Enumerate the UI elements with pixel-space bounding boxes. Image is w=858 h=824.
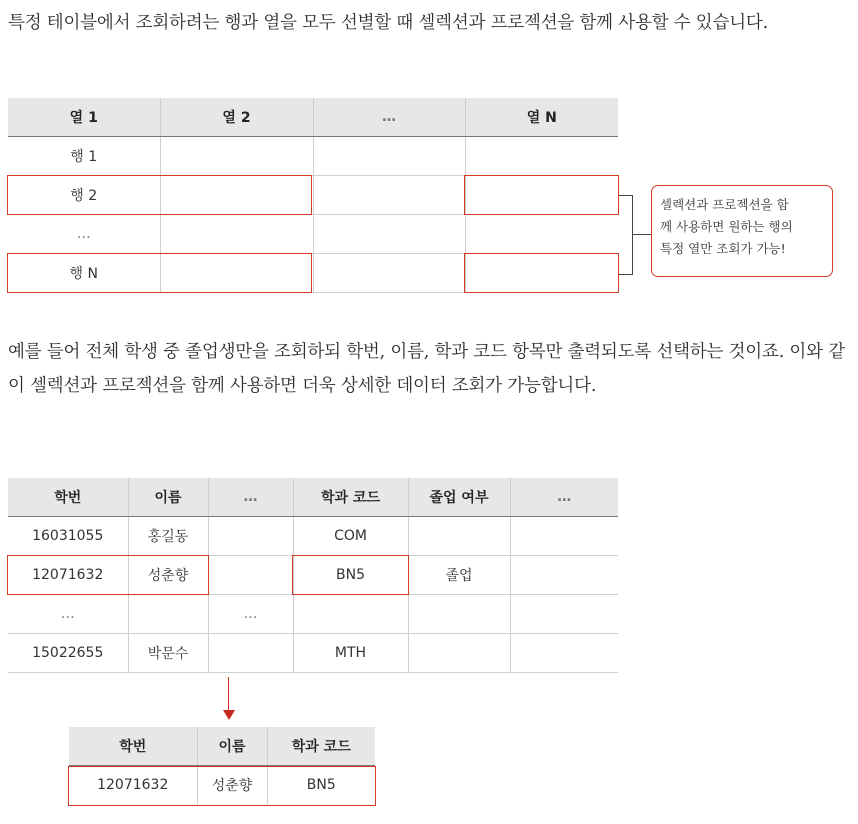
- callout-line: 셀렉션과 프로젝션을 함: [660, 197, 789, 212]
- column-header: 이름: [197, 727, 267, 766]
- table-header-row: [69, 727, 375, 766]
- row-label: 행 2: [8, 176, 160, 215]
- table-header-row: [8, 98, 618, 137]
- table-cell: COM: [293, 517, 408, 556]
- example-paragraph: 예를 들어 전체 학생 중 졸업생만을 조회하되 학번, 이름, 학과 코드 항목만 출력되도록 선택하는 것이죠. 이와 같이 셀렉션과 프로젝션을 함께 사용하면 더욱 상세한 데이터 조회가 가능합니다.: [8, 342, 845, 396]
- table-cell: 15022655: [8, 634, 128, 673]
- column-header: …: [510, 478, 618, 517]
- table-cell: 성춘향: [128, 556, 208, 595]
- column-header: 졸업 여부: [408, 478, 510, 517]
- column-header: 열 2: [160, 98, 313, 137]
- result-row-highlight: [68, 766, 376, 806]
- table-cell: [313, 176, 465, 215]
- table-cell: …: [8, 595, 128, 634]
- table-cell: 홍길동: [128, 517, 208, 556]
- selected-row-highlight: [7, 175, 312, 215]
- selected-cell-highlight: [464, 253, 619, 293]
- bracket-connector: [619, 195, 633, 275]
- table-cell: [128, 595, 208, 634]
- table-cell: [465, 215, 618, 254]
- table-cell: [208, 556, 293, 595]
- column-header: 학과 코드: [293, 478, 408, 517]
- table-cell: …: [208, 595, 293, 634]
- column-header: …: [208, 478, 293, 517]
- table-cell: [408, 595, 510, 634]
- table-cell: [510, 556, 618, 595]
- table-cell: [208, 517, 293, 556]
- column-header: 학번: [8, 478, 128, 517]
- table-row: [8, 215, 618, 254]
- table-cell: [510, 517, 618, 556]
- column-header: 학번: [69, 727, 197, 766]
- row-label: 행 N: [8, 254, 160, 293]
- table-row: [8, 517, 618, 556]
- table-cell: [510, 634, 618, 673]
- table-cell: [313, 254, 465, 293]
- selected-cell-highlight: [292, 555, 409, 595]
- table-cell: MTH: [293, 634, 408, 673]
- connector-line: [632, 234, 651, 235]
- column-header: …: [313, 98, 465, 137]
- table-cell: 16031055: [8, 517, 128, 556]
- table-cell: [313, 215, 465, 254]
- arrow-head-icon: [223, 710, 235, 720]
- table-cell: 박문수: [128, 634, 208, 673]
- selected-cell-highlight: [7, 555, 209, 595]
- table-header-row: [8, 478, 618, 517]
- table-row: [8, 595, 618, 634]
- column-header: 이름: [128, 478, 208, 517]
- table-row: [8, 634, 618, 673]
- selected-cell-highlight: [464, 175, 619, 215]
- column-header: 열 1: [8, 98, 160, 137]
- table-cell: 12071632: [8, 556, 128, 595]
- callout-line: 께 사용하면 원하는 행의: [660, 219, 793, 234]
- callout-box: [651, 185, 833, 277]
- table-cell: 졸업: [408, 556, 510, 595]
- intro-paragraph: 특정 테이블에서 조회하려는 행과 열을 모두 선별할 때 셀렉션과 프로젝션을 함께 사용할 수 있습니다.: [8, 13, 768, 33]
- row-label: 행 1: [8, 137, 160, 176]
- table-cell: [510, 595, 618, 634]
- table-cell: BN5: [267, 766, 375, 805]
- down-arrow-icon: [228, 677, 229, 711]
- column-header: 학과 코드: [267, 727, 375, 766]
- table-row: [8, 137, 618, 176]
- table-cell: [408, 517, 510, 556]
- table-cell: BN5: [293, 556, 408, 595]
- table-cell: [408, 634, 510, 673]
- table-cell: [160, 215, 313, 254]
- callout-line: 특정 열만 조회가 가능!: [660, 241, 786, 256]
- table-cell: [465, 137, 618, 176]
- table-cell: 12071632: [97, 777, 169, 793]
- row-label: …: [8, 215, 160, 254]
- table-cell: [313, 137, 465, 176]
- column-header: 열 N: [465, 98, 618, 137]
- selected-row-highlight: [7, 253, 312, 293]
- table-cell: [160, 137, 313, 176]
- table-cell: [208, 634, 293, 673]
- table-cell: 성춘향: [197, 766, 267, 805]
- table-cell: [293, 595, 408, 634]
